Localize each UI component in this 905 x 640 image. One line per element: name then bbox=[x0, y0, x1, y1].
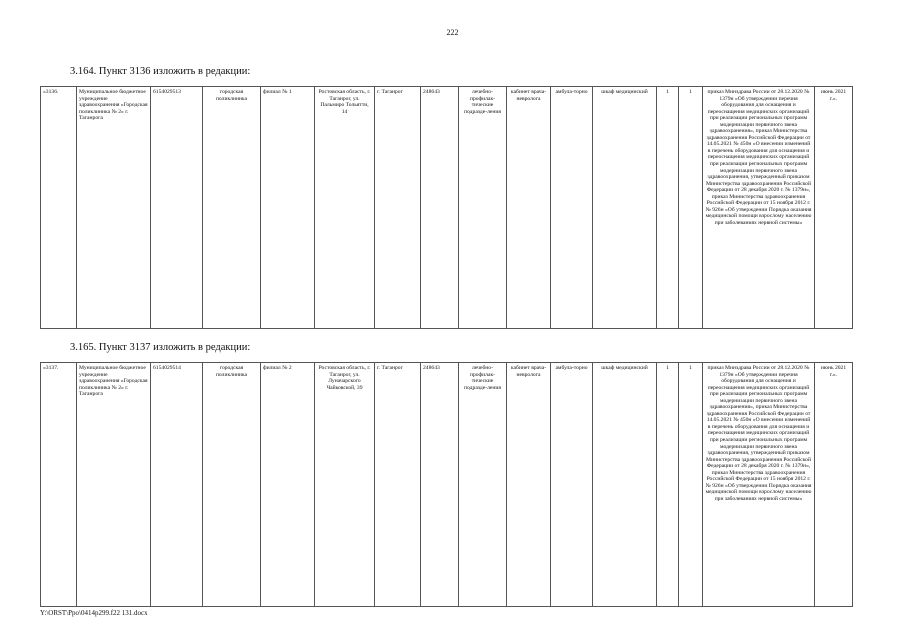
cell-address: Ростовская область, г. Таганрог, ул. Пальмиро Тольятти, 14 bbox=[315, 87, 375, 329]
cell-org: Муниципальное бюджетное учреждение здравоохранения «Городская поликлиника № 2» г. Таганрога bbox=[77, 363, 151, 607]
cell-room: кабинет врача-невролога bbox=[507, 87, 551, 329]
cell-q1: 1 bbox=[657, 363, 679, 607]
record-table-3137 bbox=[40, 362, 853, 607]
cell-care: амбула-торно bbox=[551, 87, 593, 329]
section-heading-3164: 3.164. Пункт 3136 изложить в редакции: bbox=[70, 66, 251, 77]
cell-city: г. Таганрог bbox=[375, 363, 421, 607]
cell-address: Ростовская область, г. Таганрог, ул. Луначарского Чайковской, 39 bbox=[315, 363, 375, 607]
cell-basis: приказ Минздрава России от 28.12.2020 № 1379н «Об утверждении перечня оборудования для оснащения и переоснащения медицинских организаций при реализации региональных программ модернизации первичного звена здравоохранения», приказ Министерства здравоохранения Российской Федерации от 14.05.2021 № 450н «О внесении изменений в перечень оборудования для оснащения и переоснащения медицинских организаций при реализации региональных программ модернизации первичного звена здравоохранения, утвержденный приказом Министерства здравоохранения Российской Федерации от 28 декабря 2020 г. № 1379н», приказ Министерства здравоохранения Российской Федерации от 15 ноября 2012 г. № 926н «Об утверждении Порядка оказания медицинской помощи взрослому населению при заболеваниях нервной системы» bbox=[703, 87, 815, 329]
table-row bbox=[41, 363, 853, 607]
cell-basis: приказ Минздрава России от 28.12.2020 № 1379н «Об утверждении перечня оборудования для оснащения и переоснащения медицинских организаций при реализации региональных программ модернизации первичного звена здравоохранения», приказ Министерства здравоохранения Российской Федерации от 14.05.2021 № 450н «О внесении изменений в перечень оборудования для оснащения и переоснащения медицинских организаций при реализации региональных программ модернизации первичного звена здравоохранения, утвержденный приказом Министерства здравоохранения Российской Федерации от 28 декабря 2020 г. № 1379н», приказ Министерства здравоохранения Российской Федерации от 15 ноября 2012 г. № 926н «Об утверждении Порядка оказания медицинской помощи взрослому населению при заболеваниях нервной системы» bbox=[703, 363, 815, 607]
section-heading-3165: 3.165. Пункт 3137 изложить в редакции: bbox=[70, 342, 251, 353]
cell-city: г. Таганрог bbox=[375, 87, 421, 329]
cell-date: июнь 2021 г.». bbox=[815, 363, 853, 607]
cell-unit: лечебно-профилак-тические подразде-ления bbox=[459, 363, 507, 607]
cell-equipment: шкаф медицинский bbox=[593, 87, 657, 329]
cell-branch: филиал № 2 bbox=[261, 363, 315, 607]
cell-code: 248643 bbox=[421, 87, 459, 329]
cell-q2: 1 bbox=[679, 363, 703, 607]
cell-care: амбула-торно bbox=[551, 363, 593, 607]
cell-inn: 6154029514 bbox=[151, 363, 203, 607]
cell-room: кабинет врача-невролога bbox=[507, 363, 551, 607]
record-table-3136 bbox=[40, 86, 853, 329]
cell-num: «3137. bbox=[41, 363, 77, 607]
cell-org: Муниципальное бюджетное учреждение здравоохранения «Городская поликлиника № 2» г. Таганрога bbox=[77, 87, 151, 329]
cell-date: июнь 2021 г.». bbox=[815, 87, 853, 329]
cell-equipment: шкаф медицинский bbox=[593, 363, 657, 607]
cell-code: 248643 bbox=[421, 363, 459, 607]
cell-inn: 6154029513 bbox=[151, 87, 203, 329]
table-row bbox=[41, 87, 853, 329]
cell-q1: 1 bbox=[657, 87, 679, 329]
footer-file-path: Y:\ORST\Ppo\0414p299.f22 131.docx bbox=[40, 609, 148, 617]
cell-type: городская поликлиника bbox=[203, 363, 261, 607]
cell-unit: лечебно-профилак-тические подразде-ления bbox=[459, 87, 507, 329]
cell-branch: филиал № 1 bbox=[261, 87, 315, 329]
cell-q2: 1 bbox=[679, 87, 703, 329]
cell-type: городская поликлиника bbox=[203, 87, 261, 329]
cell-num: «3136. bbox=[41, 87, 77, 329]
page-number: 222 bbox=[446, 28, 459, 37]
